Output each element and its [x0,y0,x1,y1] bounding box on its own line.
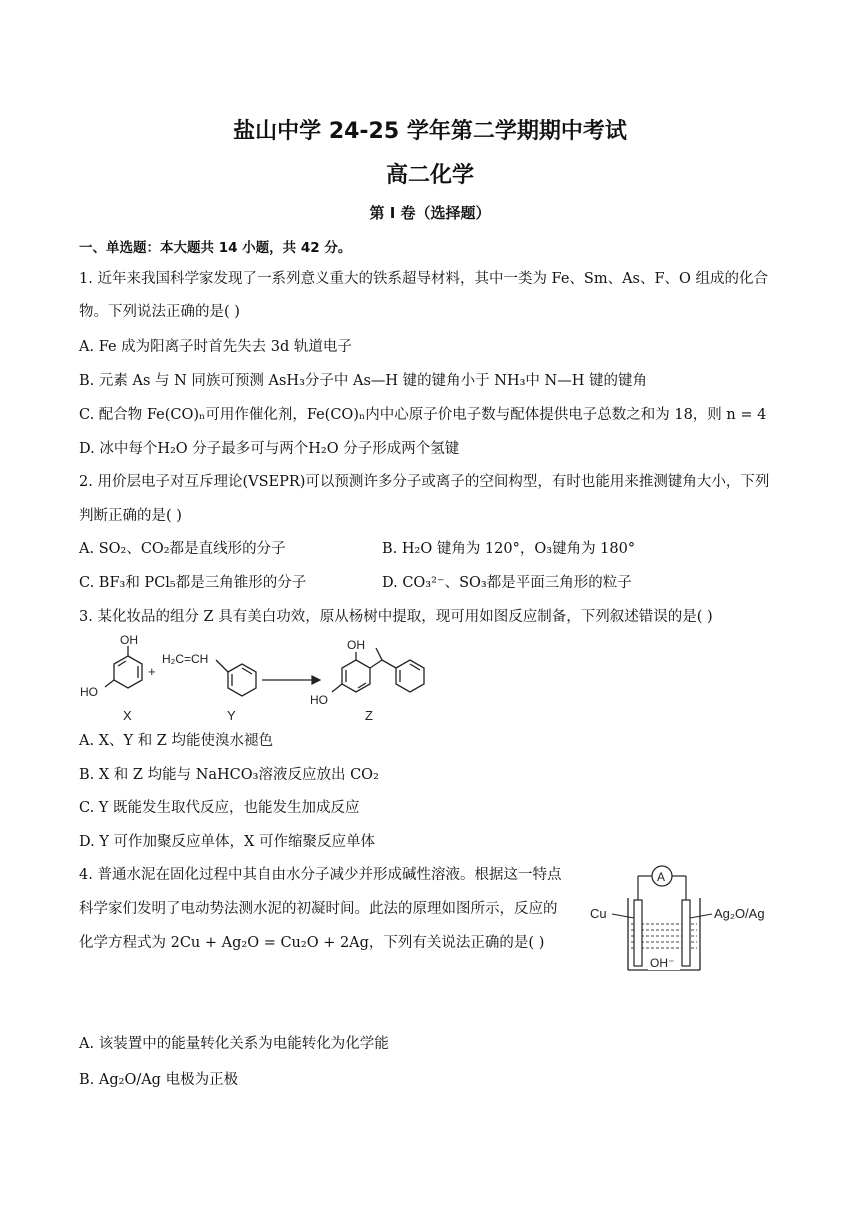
ag2o-ag-label: Ag₂O/Ag [714,906,765,921]
q2-option-c: C. BF₃和 PCl₅都是三角锥形的分子 [79,575,307,591]
q4-stem-line1: 4. 普通水泥在固化过程中其自由水分子减少并形成碱性溶液。根据这一特点 [79,867,562,883]
q3-option-b: B. X 和 Z 均能与 NaHCO₃溶液反应放出 CO₂ [79,767,379,783]
z-ho-label: HO [310,693,328,707]
q2-stem-line1: 2. 用价层电子对互斥理论(VSEPR)可以预测许多分子或离子的空间构型，有时也能用来推测键角大小，下列 [79,474,770,490]
x-label: X [123,708,132,723]
x-ho-label: HO [80,685,98,699]
q4-option-b: B. Ag₂O/Ag 电极为正极 [79,1072,239,1088]
oh-ion-label: OH⁻ [650,956,675,970]
z-label: Z [365,708,373,723]
y-label: Y [227,708,236,723]
ammeter-icon: A [657,870,666,884]
x-oh-label: OH [120,633,138,647]
q1-option-a: A. Fe 成为阳离子时首先失去 3d 轨道电子 [79,339,352,355]
q1-option-c: C. 配合物 Fe(CO)ₙ可用作催化剂，Fe(CO)ₙ内中心原子价电子数与配体提供电子总数之和为 18，则 n = 4 [79,407,767,423]
q3-option-c: C. Y 既能发生取代反应，也能发生加成反应 [79,800,360,816]
q3-option-a: A. X、Y 和 Z 均能使溴水褪色 [79,733,273,749]
compound-z-structure [332,648,424,692]
q2-option-d: D. CO₃²⁻、SO₃都是平面三角形的粒子 [382,575,632,591]
z-oh-label: OH [347,638,365,652]
label-leaders [612,914,712,918]
compound-x-ring [105,646,142,688]
cu-electrode [634,900,642,966]
section-heading: 一、单选题：本大题共 14 小题，共 42 分。 [79,240,352,256]
exam-title: 盐山中学 24-25 学年第二学期期中考试 [233,119,627,144]
q1-stem-line2: 物。下列说法正确的是( ) [79,304,240,320]
q4-cell-figure [588,862,788,980]
q2-option-a: A. SO₂、CO₂都是直线形的分子 [79,541,286,557]
q3-stem: 3. 某化妆品的组分 Z 具有美白功效，原从杨树中提取，现可用如图反应制备，下列叙述错误的是( ) [79,609,713,625]
q1-option-b: B. 元素 As 与 N 同族可预测 AsH₃分子中 As—H 键的键角小于 NH₃中 N—H 键的键角 [79,373,647,389]
cu-label: Cu [590,906,607,921]
y-vinyl-label: H₂C=CH [162,652,209,666]
q3-reaction-figure [76,630,436,726]
q2-option-b: B. H₂O 键角为 120°，O₃键角为 180° [382,541,636,557]
q4-option-a: A. 该装置中的能量转化关系为电能转化为化学能 [79,1036,389,1052]
q4-stem-line2: 科学家们发明了电动势法测水泥的初凝时间。此法的原理如图所示，反应的 [79,901,558,917]
ag-electrode [682,900,690,966]
q1-stem-line1: 1. 近年来我国科学家发现了一系列意义重大的铁系超导材料，其中一类为 Fe、Sm、As、F、O 组成的化合 [79,271,769,287]
q1-option-d: D. 冰中每个H₂O 分子最多可与两个H₂O 分子形成两个氢键 [79,441,460,457]
q4-stem-line3: 化学方程式为 2Cu + Ag₂O = Cu₂O + 2Ag，下列有关说法正确的是( ) [79,935,545,951]
plus-sign: + [148,664,156,679]
subject-title: 高二化学 [385,163,474,188]
q3-option-d: D. Y 可作加聚反应单体，X 可作缩聚反应单体 [79,834,375,850]
q2-stem-line2: 判断正确的是( ) [79,508,182,524]
volume-title: 第 I 卷（选择题） [369,204,491,222]
reaction-arrow [262,676,320,684]
compound-y-ring [216,660,256,696]
